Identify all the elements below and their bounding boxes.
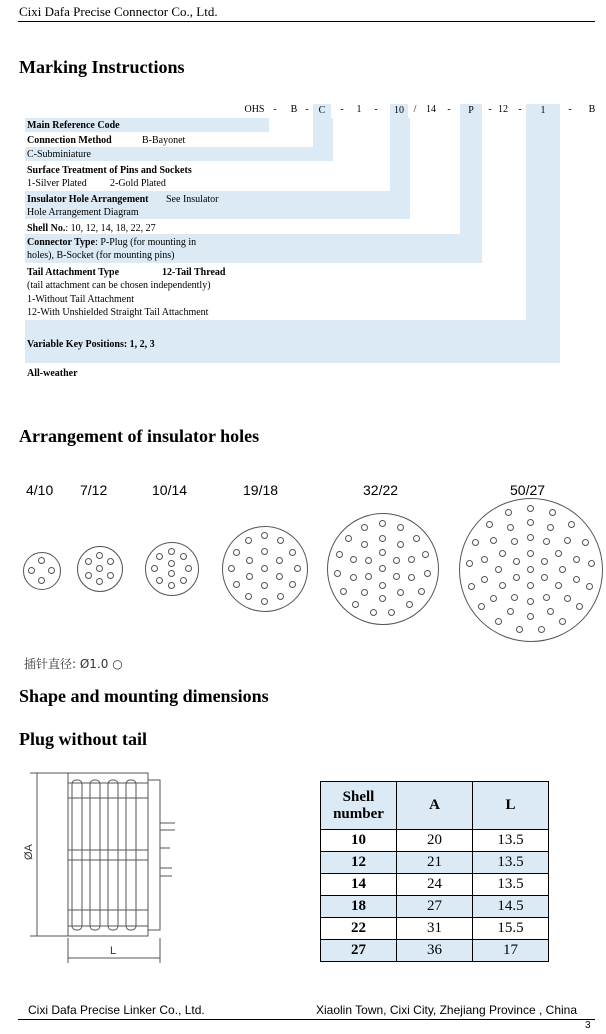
cell-a: 31 xyxy=(397,918,473,940)
page-number: 3 xyxy=(585,1020,591,1031)
code-ohs: OHS xyxy=(244,104,265,115)
insulator-hole xyxy=(527,566,534,573)
header-rule xyxy=(18,21,595,22)
insulator-hole xyxy=(156,577,163,584)
cell-a: 21 xyxy=(397,852,473,874)
th-l: L xyxy=(473,782,549,830)
insulator-hole xyxy=(334,570,341,577)
cell-a: 20 xyxy=(397,830,473,852)
conn-type-1: Connector Type: P-Plug (for mounting in xyxy=(27,237,197,248)
insulator-hole xyxy=(350,556,357,563)
tail-label: Tail Attachment Type xyxy=(27,267,120,278)
cell-shell: 10 xyxy=(321,830,397,852)
insulator-hole xyxy=(422,551,429,558)
conn-method-b: B-Bayonet xyxy=(142,135,186,146)
insulator-hole xyxy=(586,583,593,590)
footer-rule xyxy=(18,1019,595,1020)
insulator-hole xyxy=(527,613,534,620)
code-c: C xyxy=(313,104,331,118)
insulator-hole xyxy=(568,521,575,528)
cell-a: 27 xyxy=(397,896,473,918)
code-b: B xyxy=(290,104,298,115)
insulator-hole xyxy=(261,582,268,589)
insulator-hole xyxy=(505,509,512,516)
all-weather: All-weather xyxy=(27,368,78,379)
dimension-table xyxy=(320,781,549,962)
insulator-hole xyxy=(543,594,550,601)
insulator-hole xyxy=(276,557,283,564)
shell-no: Shell No.: 10, 12, 14, 18, 22, 27 xyxy=(27,223,156,234)
plug-title: Plug without tail xyxy=(19,729,148,749)
insulator-hole xyxy=(408,556,415,563)
insulator-hole xyxy=(564,537,571,544)
insulator-hole xyxy=(393,557,400,564)
insulator-hole xyxy=(277,537,284,544)
tail-12: 12-With Unshielded Straight Tail Attachment xyxy=(27,307,209,318)
insulator-hole xyxy=(365,573,372,580)
insulator-hole xyxy=(559,566,566,573)
insulator-hole xyxy=(527,598,534,605)
code-1: 1 xyxy=(356,104,362,115)
insulator-hole xyxy=(559,618,566,625)
insulator-hole xyxy=(96,565,103,572)
code-sep: - xyxy=(518,104,522,115)
insulator-hole xyxy=(85,558,92,565)
shell-label-7-12: 7/12 xyxy=(80,482,108,498)
insulator-hole xyxy=(85,572,92,579)
code-sep: - xyxy=(340,104,344,115)
insulator-label: Insulator Hole Arrangement xyxy=(27,194,149,205)
th-a: A xyxy=(397,782,473,830)
insulator-hole xyxy=(555,582,562,589)
holes-title: Arrangement of insulator holes xyxy=(19,426,260,446)
insulator-hole xyxy=(507,524,514,531)
shell-label-19-18: 19/18 xyxy=(243,482,279,498)
insulator-hole xyxy=(276,573,283,580)
code-14: 14 xyxy=(426,104,436,115)
conn-method-label: Connection Method xyxy=(27,135,112,146)
insulator-hole xyxy=(495,618,502,625)
insulator-hole xyxy=(96,552,103,559)
cell-shell: 27 xyxy=(321,940,397,962)
insulator-hole xyxy=(582,539,589,546)
insulator-hole xyxy=(233,581,240,588)
insulator-hole xyxy=(379,549,386,556)
insulator-hole xyxy=(340,588,347,595)
insulator-hole xyxy=(245,537,252,544)
plug-drawing xyxy=(20,768,180,968)
insulator-hole xyxy=(413,535,420,542)
cell-l: 13.5 xyxy=(473,874,549,896)
insulator-diagram: Hole Arrangement Diagram xyxy=(27,207,139,218)
code-last-b: B xyxy=(588,104,596,115)
insulator-hole xyxy=(361,524,368,531)
insulator-hole xyxy=(261,565,268,572)
insulator-hole xyxy=(361,541,368,548)
insulator-hole xyxy=(233,549,240,556)
surface-2: 2-Gold Plated xyxy=(110,178,166,189)
insulator-see: See Insulator xyxy=(166,194,219,205)
shell-label-10-14: 10/14 xyxy=(152,482,188,498)
cell-shell: 12 xyxy=(321,852,397,874)
cell-l: 13.5 xyxy=(473,852,549,874)
insulator-hole xyxy=(379,582,386,589)
tail-1: 1-Without Tail Attachment xyxy=(27,294,135,305)
insulator-hole xyxy=(365,557,372,564)
code-p: P xyxy=(460,104,482,118)
insulator-hole xyxy=(511,594,518,601)
shell-label-50-27: 50/27 xyxy=(510,482,546,498)
insulator-hole xyxy=(573,556,580,563)
insulator-hole xyxy=(495,566,502,573)
code-1b: 1 xyxy=(526,104,560,118)
cell-shell: 18 xyxy=(321,896,397,918)
insulator-hole xyxy=(379,565,386,572)
conn-method-c: C-Subminiature xyxy=(27,149,91,160)
insulator-hole xyxy=(38,577,45,584)
insulator-hole xyxy=(418,588,425,595)
insulator-hole xyxy=(481,556,488,563)
table-row xyxy=(321,830,549,852)
th-shell: Shell number xyxy=(321,782,397,830)
insulator-hole xyxy=(576,603,583,610)
code-sep: - xyxy=(374,104,378,115)
insulator-hole xyxy=(168,560,175,567)
code-sep: - xyxy=(488,104,492,115)
conn-type-2: holes), B-Socket (for mounting pins) xyxy=(27,250,175,261)
footer-company: Cixi Dafa Precise Linker Co., Ltd. xyxy=(28,1003,205,1017)
insulator-hole xyxy=(507,608,514,615)
surface-label: Surface Treatment of Pins and Sockets xyxy=(27,165,192,176)
cell-l: 17 xyxy=(473,940,549,962)
shape-title: Shape and mounting dimensions xyxy=(19,686,269,706)
tail-thread: 12-Tail Thread xyxy=(162,267,226,278)
code-sep: - xyxy=(305,104,309,115)
header-company: Cixi Dafa Precise Connector Co., Ltd. xyxy=(19,4,218,19)
cell-l: 14.5 xyxy=(473,896,549,918)
insulator-hole xyxy=(468,583,475,590)
code-sep: - xyxy=(447,104,451,115)
insulator-hole xyxy=(180,577,187,584)
table-row xyxy=(321,852,549,874)
shell-label-4-10: 4/10 xyxy=(26,482,54,498)
insulator-hole xyxy=(424,570,431,577)
cell-shell: 22 xyxy=(321,918,397,940)
insulator-hole xyxy=(527,582,534,589)
cell-l: 13.5 xyxy=(473,830,549,852)
insulator-hole xyxy=(516,626,523,633)
table-row xyxy=(321,918,549,940)
code-sep: - xyxy=(568,104,572,115)
shell-label-32-22: 32/22 xyxy=(363,482,399,498)
code-12: 12 xyxy=(498,104,508,115)
insulator-hole xyxy=(180,553,187,560)
footer-address: Xiaolin Town, Cixi City, Zhejiang Province , China xyxy=(316,1003,578,1017)
table-row xyxy=(321,896,549,918)
insulator-hole xyxy=(261,598,268,605)
insulator-hole xyxy=(294,565,301,572)
insulator-hole xyxy=(379,535,386,542)
surface-1: 1-Silver Plated xyxy=(27,178,87,189)
insulator-hole xyxy=(527,534,534,541)
table-row xyxy=(321,874,549,896)
insulator-hole xyxy=(168,582,175,589)
insulator-hole xyxy=(527,505,534,512)
insulator-hole xyxy=(397,541,404,548)
insulator-hole xyxy=(379,520,386,527)
insulator-hole xyxy=(541,558,548,565)
pin-diameter-note: 插针直径: Ø1.0 ○ xyxy=(24,657,123,671)
main-ref-label: Main Reference Code xyxy=(27,120,120,131)
marking-title: Marking Instructions xyxy=(19,57,185,77)
dim-l-label: L xyxy=(110,945,117,957)
table-row xyxy=(321,940,549,962)
insulator-hole xyxy=(185,565,192,572)
insulator-hole xyxy=(370,609,377,616)
tail-note: (tail attachment can be chosen independently) xyxy=(27,280,211,291)
cell-shell: 14 xyxy=(321,874,397,896)
insulator-hole xyxy=(486,521,493,528)
variable-key: Variable Key Positions: 1, 2, 3 xyxy=(27,339,155,350)
code-sep: / xyxy=(413,104,417,115)
cell-a: 24 xyxy=(397,874,473,896)
cell-a: 36 xyxy=(397,940,473,962)
dim-a-label: ØA xyxy=(23,844,35,860)
insulator-hole xyxy=(555,550,562,557)
insulator-hole xyxy=(48,567,55,574)
code-sep: - xyxy=(273,104,277,115)
insulator-hole xyxy=(564,595,571,602)
code-10: 10 xyxy=(390,104,408,118)
insulator-hole xyxy=(541,574,548,581)
insulator-hole xyxy=(245,593,252,600)
insulator-hole xyxy=(289,549,296,556)
cell-l: 15.5 xyxy=(473,918,549,940)
